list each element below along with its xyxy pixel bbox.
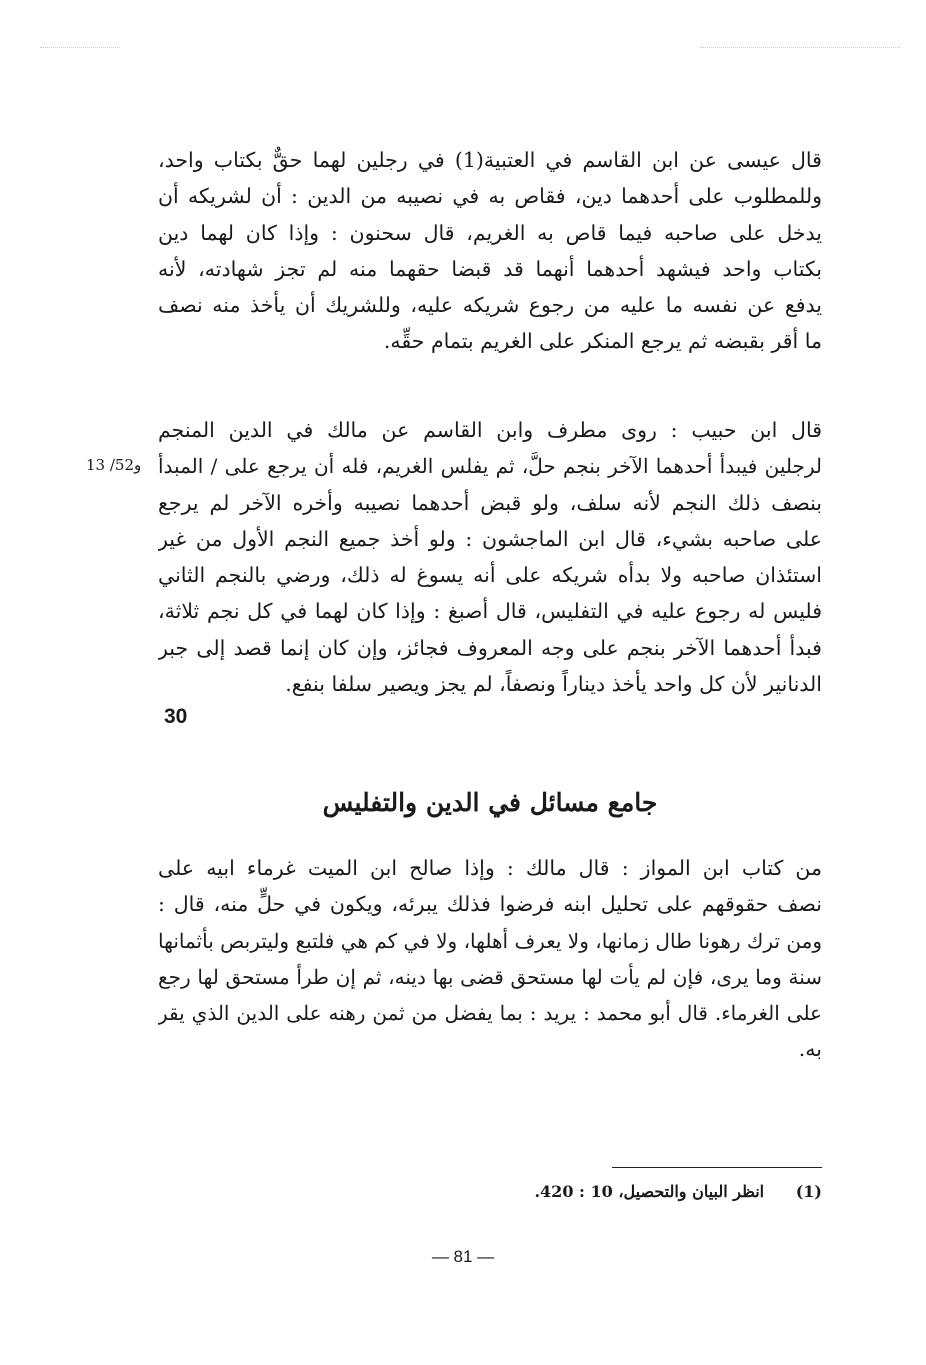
- footnote-number: (1): [795, 1182, 822, 1201]
- text-line: بنصف ذلك النجم لأنه سلف، ولو قبض أحدهما نصيبه وأخره الآخر لم يرجع: [158, 490, 822, 515]
- text-line: استئذان صاحبه ولا بدأه شريكه على أنه يسوغ له ذلك، ورضي بالنجم الثاني: [158, 563, 822, 588]
- text-line: قال ابن حبيب : روى مطرف وابن القاسم عن مالك في الدين المنجم: [158, 418, 822, 442]
- section-heading: جامع مسائل في الدين والتفليس: [322, 788, 658, 817]
- text-line: الدنانير لأن كل واحد يأخذ ديناراً ونصفاً، لم يجز ويصير سلفا بنفع.: [285, 672, 822, 697]
- text-line: ما أقر بقبضه ثم يرجع المنكر على الغريم بتمام حقِّه.: [383, 329, 822, 354]
- text-line: لرجلين فيبدأ أحدهما الآخر بنجم حلَّ، ثم يفلس الغريم، فله أن يرجع على / المبدأ: [158, 454, 822, 479]
- text-line: يدفع عن نفسه ما عليه من رجوع شريكه عليه، وللشريك أن يأخذ منه نصف: [158, 293, 822, 318]
- scan-edge-mark: [40, 47, 120, 48]
- text-line: على الغرماء. قال أبو محمد : يريد : بما يفضل من ثمن رهنه على الدين الذي يقر: [158, 1001, 822, 1026]
- footnote-text: انظر البيان والتحصيل، 10 : 420.: [534, 1182, 765, 1201]
- text-line: فبدأ أحدهما الآخر بنجم على وجه المعروف فجائز، وإن كان إنما قصد إلى جبر: [158, 635, 822, 660]
- text-line: يدخل على صاحبه فيما قاص به الغريم، قال سحنون : وإذا كان لهما دين: [158, 220, 822, 245]
- manuscript-folio-reference: 13 /52و: [86, 456, 142, 474]
- text-line: وللمطلوب على أحدهما دين، فقاص به في نصيبه من الدين : أن لشريكه أن: [158, 184, 822, 209]
- page-number: — 81 —: [431, 1247, 495, 1266]
- text-line: ومن ترك رهونا طال زمانها، ولا يعرف أهلها، ولا في كم هي فلتبع وليتربص بأثمانها: [158, 928, 822, 953]
- scan-edge-mark: [700, 47, 900, 48]
- text-line: به.: [798, 1037, 822, 1062]
- paragraph-2: [158, 412, 822, 702]
- footnote-divider: [612, 1167, 822, 1168]
- text-line: بكتاب واحد فيشهد أحدهما أنهما قد قبضا حقهما منه لم تجز شهادته، لأنه: [158, 256, 822, 281]
- paragraph-3: [158, 850, 822, 1068]
- text-line: قال عيسى عن ابن القاسم في العتبية(1) في رجلين لهما حقٌّ بكتاب واحد،: [158, 148, 822, 172]
- text-line: على صاحبه بشيء، قال ابن الماجشون : ولو أخذ جميع النجم الأول من غير: [158, 526, 822, 551]
- text-line: فليس له رجوع عليه في التفليس، قال أصبغ : وإذا كان لهما في كل نجم ثلاثة،: [158, 599, 822, 624]
- footnote: [470, 1182, 822, 1201]
- text-line: نصف حقوقهم على تحليل ابنه فرضوا فذلك يبرئه، ويكون في حلٍّ منه، قال :: [158, 892, 822, 917]
- text-line: من كتاب ابن المواز : قال مالك : وإذا صالح ابن الميت غرماء ابيه على: [158, 856, 822, 880]
- text-line: سنة وما يرى، فإن لم يأت لها مستحق قضى بها دينه، ثم إن طرأ مستحق لها رجع: [158, 964, 822, 989]
- line-number: 30: [164, 705, 188, 728]
- paragraph-1: [158, 142, 822, 360]
